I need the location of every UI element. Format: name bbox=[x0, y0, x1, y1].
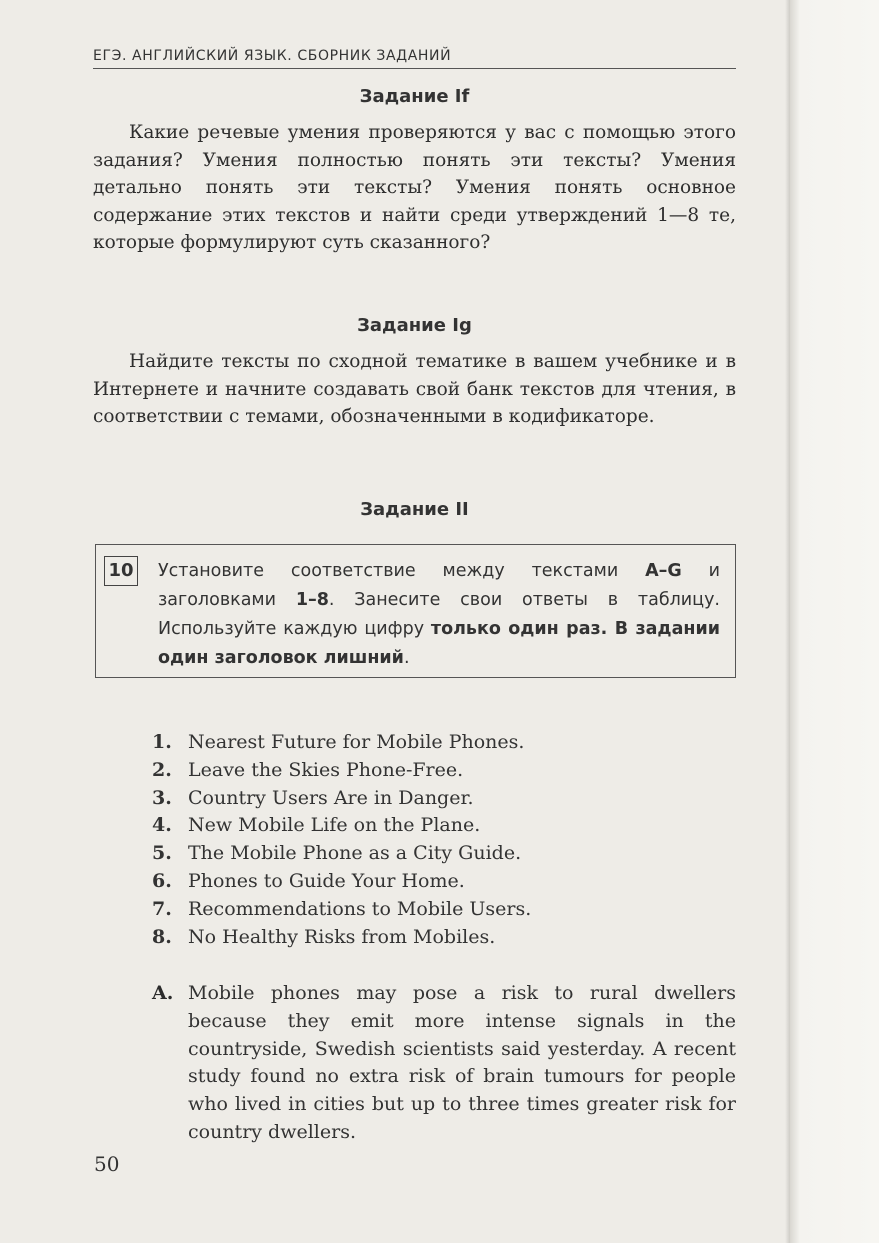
task-ig-title: Задание Ig bbox=[357, 315, 472, 336]
list-item: 1. Nearest Future for Mobile Phones. bbox=[152, 731, 525, 753]
list-item: 4. New Mobile Life on the Plane. bbox=[152, 814, 481, 837]
task-ii-title: Задание II bbox=[360, 499, 469, 520]
text-a-body: Mobile phones may pose a risk to rural dwellers because they emit more intense signals in the countryside, Swedish scientists said yesterday. A recent study found no extra risk of brain tumours for people who lived in cities but up to three times greater risk for country dwellers. bbox=[188, 982, 736, 1143]
list-item: 6. Phones to Guide Your Home. bbox=[152, 869, 465, 892]
text-a-label: A. bbox=[152, 982, 174, 1004]
next-page-edge bbox=[790, 0, 879, 1243]
task-if-text bbox=[93, 119, 736, 257]
task-number: 10 bbox=[104, 556, 138, 586]
task-if-title: Задание If bbox=[359, 86, 470, 107]
list-item: 3. Country Users Are in Danger. bbox=[152, 786, 474, 809]
text-a bbox=[152, 980, 736, 1147]
list-item: 7. Recommendations to Mobile Users. bbox=[152, 897, 532, 920]
task-if-body: Какие речевые умения проверяются у вас с помощью этого задания? Умения полностью понять эти тексты? Умения детально понять эти тексты? Умения понять основное содержание этих текстов и найти среди утверждений 1—8 те, которые формулируют суть сказанного? bbox=[93, 122, 736, 253]
list-item: 5. The Mobile Phone as a City Guide. bbox=[152, 842, 522, 865]
running-head: ЕГЭ. АНГЛИЙСКИЙ ЯЗЫК. СБОРНИК ЗАДАНИЙ bbox=[93, 48, 736, 69]
task-ig-text bbox=[93, 348, 736, 431]
list-item: 2. Leave the Skies Phone-Free. bbox=[152, 758, 464, 781]
list-item: 8. No Healthy Risks from Mobiles. bbox=[152, 925, 496, 948]
page-number: 50 bbox=[94, 1152, 120, 1176]
task-instruction: Установите соответствие между текстами A–G и заголовками 1–8. Занесите свои ответы в таблицу. Используйте каждую цифру только один раз. В задании один заголовок лишний. bbox=[158, 561, 721, 668]
headings-list bbox=[152, 729, 752, 951]
task-ig-body: Найдите тексты по сходной тематике в вашем учебнике и в Интернете и начните создавать свой банк текстов для чтения, в соответствии с темами, обозначенными в кодификаторе. bbox=[93, 351, 736, 427]
